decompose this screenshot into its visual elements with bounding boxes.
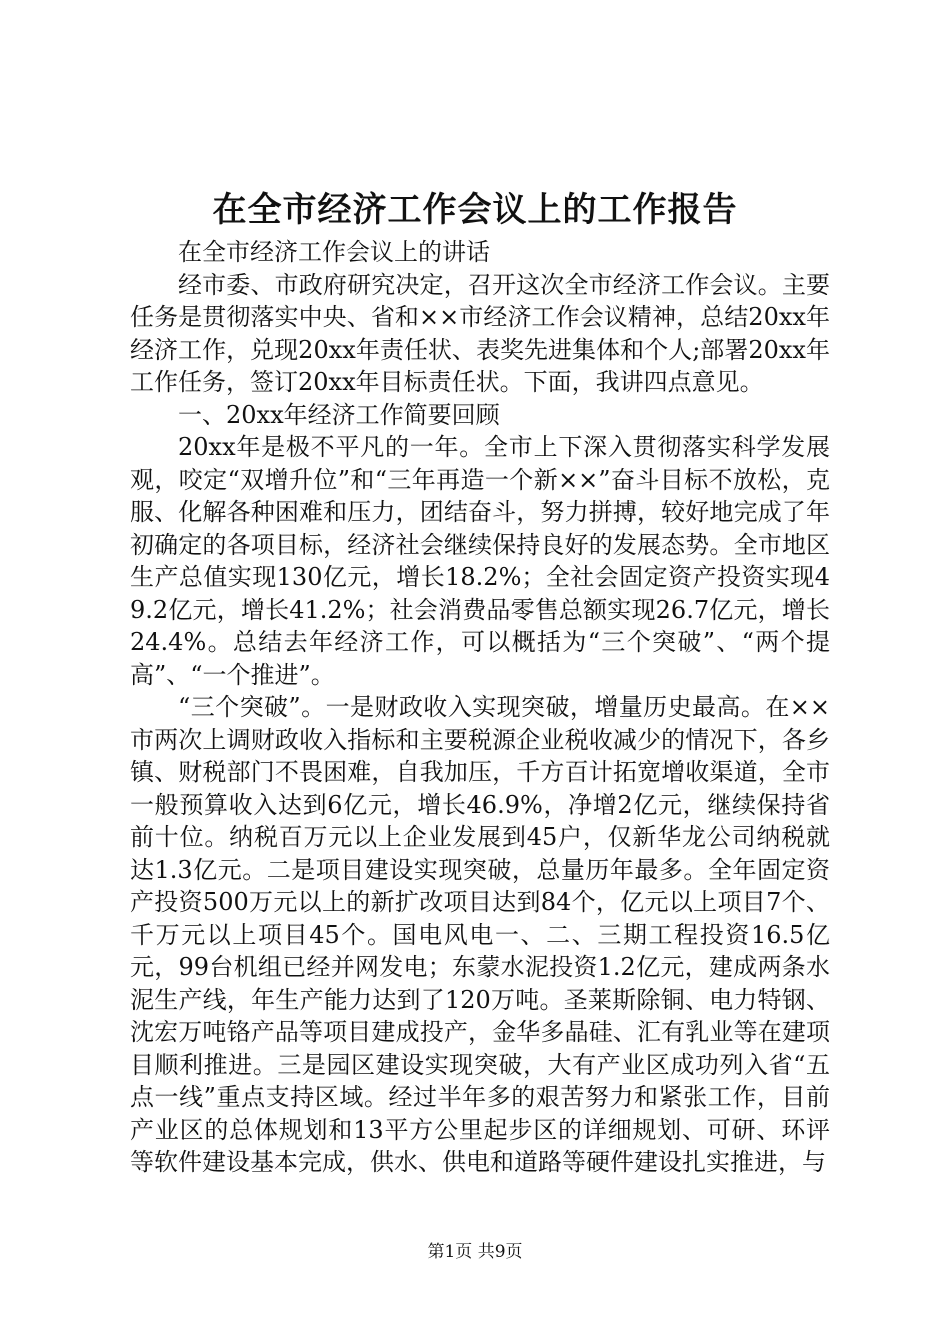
paragraph-subtitle: 在全市经济工作会议上的讲话 xyxy=(178,238,490,266)
page-number-footer: 第1页 共9页 xyxy=(427,1242,523,1262)
paragraph-three-breakthroughs: “三个突破”。一是财政收入实现突破，增量历史最高。在××市两次上调财政收入指标和主要税源企业税收减少的情况下，各乡镇、财税部门不畏困难，自我加压，千方百计拓宽增收渠道，全市一般预算收入达到6亿元，增长46.9%，净增2亿元，继续保持省前十位。纳税百万元以上企业发展到45户，仅新华龙公司纳税就达1.3亿元。二是项目建设实现突破，总量历年最多。全年固定资产投资500万元以上的新扩改项目达到84个，亿元以上项目7个、千万元以上项目45个。国电风电一、二、三期工程投资16.5亿元，99台机组已经并网发电；东蒙水泥投资1.2亿元，建成两条水泥生产线，年生产能力达到了120万吨。圣莱斯除铜、电力特钢、沈宏万吨铬产品等项目建成投产，金华多晶硅、汇有乳业等在建项目顺利推进。三是园区建设实现突破，大有产业区成功列入省“五点一线”重点支持区域。经过半年多的艰苦努力和紧张工作，目前产业区的总体规划和13平方公里起步区的详细规划、可研、环评等软件建设基本完成，供水、供电和道路等硬件建设扎实推进，与 xyxy=(130,693,830,1176)
paragraph-section-heading: 一、20xx年经济工作简要回顾 xyxy=(178,400,500,429)
document-title: 在全市经济工作会议上的工作报告 xyxy=(212,190,738,230)
document-body xyxy=(130,236,830,1179)
paragraph-intro: 经市委、市政府研究决定，召开这次全市经济工作会议。主要任务是贯彻落实中央、省和××市经济工作会议精神，总结20xx年经济工作，兑现20xx年责任状、表奖先进集体和个人;部署20xx年工作任务，签订20xx年目标责任状。下面，我讲四点意见。 xyxy=(130,270,830,396)
paragraph-review: 20xx年是极不平凡的一年。全市上下深入贯彻落实科学发展观，咬定“双增升位”和“三年再造一个新××”奋斗目标不放松，克服、化解各种困难和压力，团结奋斗，努力拼搏，较好地完成了年初确定的各项目标，经济社会继续保持良好的发展态势。全市地区生产总值实现130亿元，增长18.2%；全社会固定资产投资实现49.2亿元，增长41.2%；社会消费品零售总额实现26.7亿元，增长24.4%。总结去年经济工作，可以概括为“三个突破”、“两个提高”、“一个推进”。 xyxy=(130,433,830,689)
